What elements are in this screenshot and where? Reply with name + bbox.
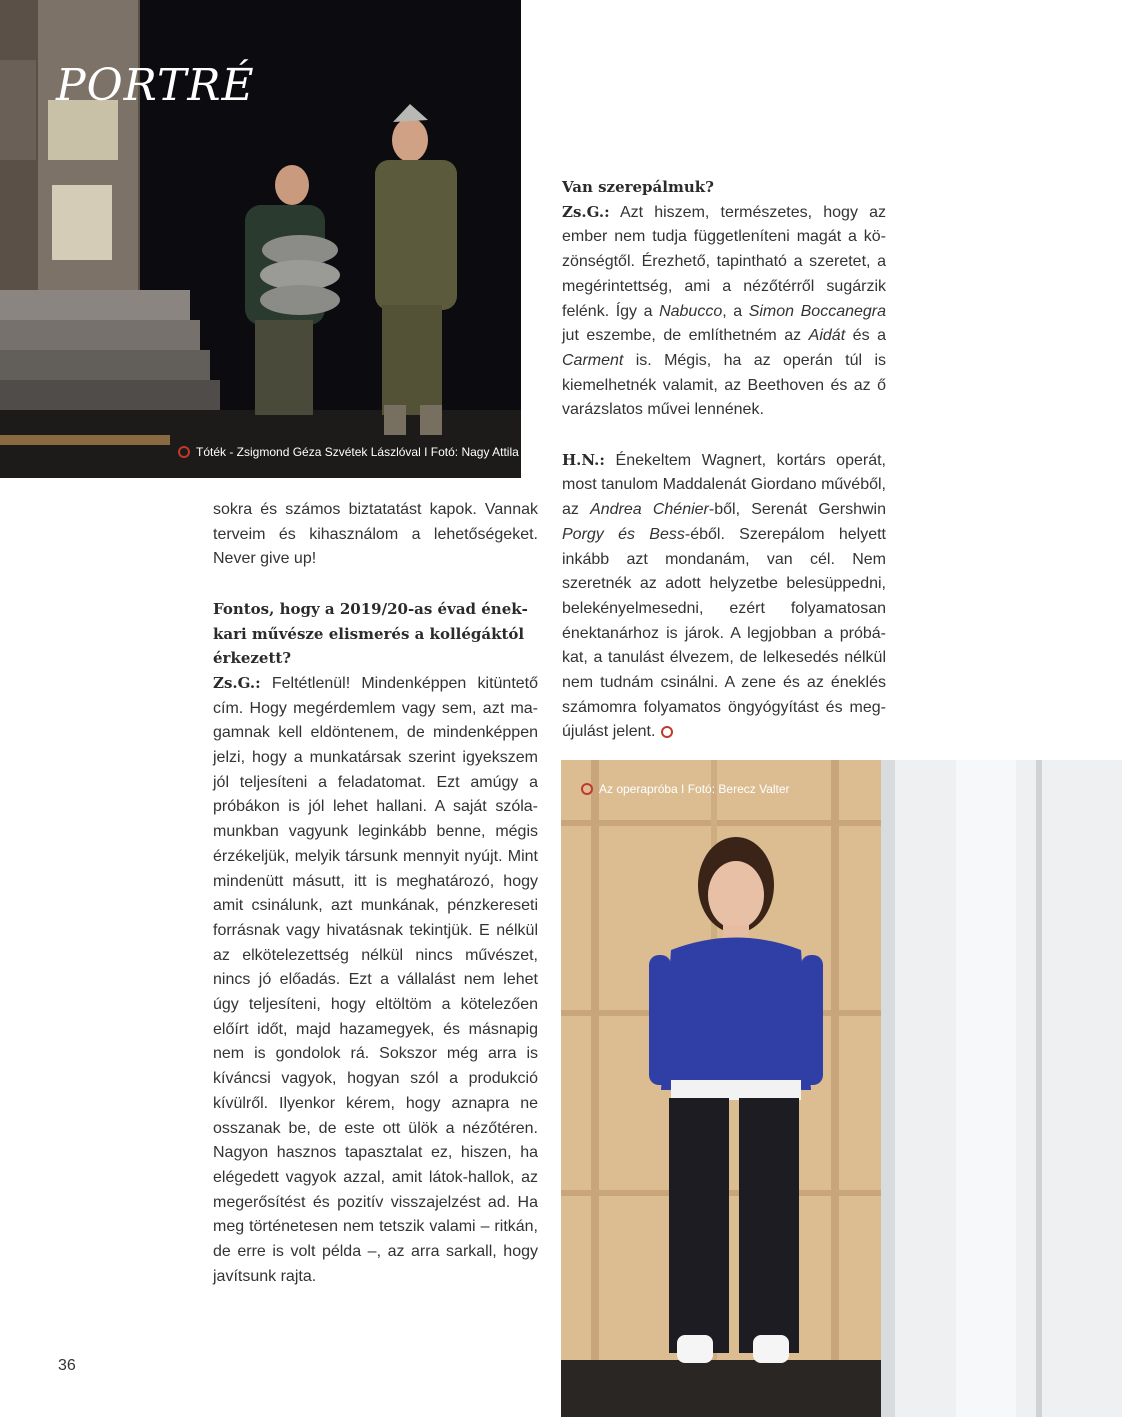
italic-title: Porgy és Bess	[562, 525, 685, 543]
photo-caption-bottom	[581, 782, 790, 796]
text-run: és a	[845, 327, 887, 345]
caption-text: Az operapróba I Fotó: Berecz Valter	[599, 782, 790, 796]
text-run: is. Mégis, ha az operán túl is kiemelhetnék valamit, az Beethoven és az ő varázslatos művei lennének.	[562, 351, 886, 419]
speaker-label: Zs.G.:	[562, 202, 610, 221]
italic-title: Carment	[562, 351, 624, 369]
speaker-label: Zs.G.:	[213, 673, 261, 692]
end-mark-icon	[661, 726, 673, 738]
caption-ring-icon	[178, 446, 190, 458]
italic-title: Aidát	[808, 327, 846, 345]
photo-toték-stage	[0, 0, 521, 478]
answer-paragraph	[213, 671, 538, 1290]
photo-caption-top	[178, 445, 519, 459]
page-number: 36	[58, 1357, 76, 1374]
italic-title: Nabucco	[659, 302, 723, 320]
italic-title: Andrea Chénier	[590, 501, 709, 519]
paragraph-continuation: sokra és számos biztatatást kapok. Vannak terveim és kihasználom a lehetőségeket. Never give up!	[213, 501, 538, 568]
text-run: Azt hiszem, természetes, hogy az ember nem tudja függetleníteni magát a közönségtől. Érezhető, tapintható a szeretet, a megérintettség, ami a nézőtérről sugárzik felénk. Így a	[562, 203, 887, 320]
left-column	[213, 498, 538, 1289]
speaker-label: H.N.:	[562, 450, 605, 469]
photo-rehearsal	[561, 760, 1122, 1417]
rehearsal-scene-illustration	[561, 760, 1122, 1417]
text-run: jut eszembe, de említhetném az	[562, 327, 809, 345]
text-run: -ből, Serenát Gershwin	[708, 501, 886, 519]
answer-paragraph-hn	[562, 448, 886, 745]
question-heading: Van szerepálmuk?	[562, 178, 714, 196]
italic-title: Simon Boccanegra	[748, 302, 887, 320]
answer-paragraph-zsg	[562, 200, 886, 423]
answer-text: Feltétlenül! Mindenképpen kitüntető cím. Hogy megérdemlem vagy sem, azt magamnak kell eldöntenem, de mindenképpen jelzi, hogy a munkatársak szerint igyekszem jól teljesíteni a feladatomat. Ezt amúgy a próbákon is jól lehet hallani. A saját szólamunkban vagyunk leginkább benne, mégis érzékeljük, melyik társunk mennyit nyújt. Mint mindenütt másutt, itt is meghatározó, hogy amit csinálunk, azt munkának, pénzkereseti forrásnak vagy hivatásnak tekintjük. E nélkül az elkötelezettség nélkül nincs művészet, nincs jó előadás. Ezt a vállalást nem lehet úgy teljesíteni, hogy eltöltöm a kötelezően előírt időt, majd hazamegyek, és másnapig nem is gondolok rá. Sokszor még arra is kíváncsi vagyok, hogyan szól a produkció kívülről. Ilyenkor kérem, hogy aznapra ne osszanak be, de este ott ülök a nézőtéren. Nagyon hasznos tapasztalat ez, hiszen, ha elégedett vagyok azzal, amit látok-hallok, az megerősítést és pozitív visszajelzést ad. Ha meg történetesen nem tetszik valami – ritkán, de erre is volt példa –, az arra sarkall, hogy javítsunk rajta.	[213, 674, 539, 1285]
right-column	[562, 175, 886, 745]
text-run: , a	[722, 302, 749, 320]
caption-ring-icon	[581, 783, 593, 795]
text-run: -éből. Szerepálom helyett inkább azt mondanám, van cél. Nem szeretnék az adott helyzetbe belesüppedni, belekényelmesedni, ezért folyamatosan énektanárhoz is járok. A legjobban a próbákat, a tanulást élvezem, de lelkesedés nélkül nem tudnám csinálni. A zene és az éneklés számomra folyamatos öngyógyítást és megújulást jelent.	[562, 525, 886, 741]
caption-text: Tóték - Zsigmond Géza Szvétek Lászlóval I Fotó: Nagy Attila	[196, 445, 519, 459]
section-title: PORTRÉ	[56, 60, 255, 111]
question-heading: Fontos, hogy a 2019/20-as évad énekkari művésze elismerés a kollégáktól érkezett?	[213, 599, 528, 668]
text-run: Énekeltem Wagnert, kortárs operát, most tanulom Maddalenát Giordano művéből, az	[562, 451, 886, 519]
